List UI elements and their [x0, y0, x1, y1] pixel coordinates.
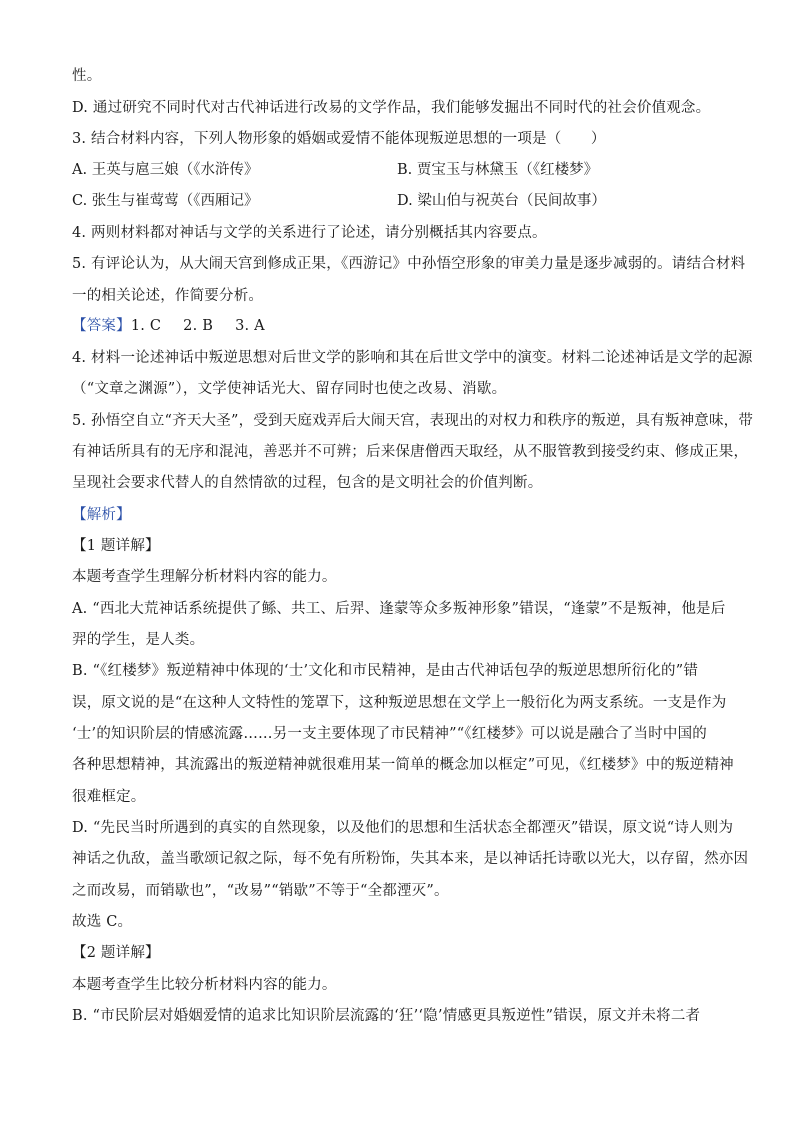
question-5-cont: 一的相关论述，作简要分析。 — [72, 288, 264, 304]
option-b: B. 贾宝玉与林黛玉（《红楼梦》 — [397, 162, 599, 178]
option-d-text: D. 通过研究不同时代对古代神话进行改易的文学作品，我们能够发掘出不同时代的社会价值观念。 — [72, 100, 711, 116]
text-line: 本题考查学生比较分析材料内容的能力。 — [72, 977, 337, 993]
answer-5-cont: 有神话所具有的无序和混沌，善恶并不可辨；后来保唐僧西天取经，从不服管教到接受约束、修成正果， — [72, 444, 749, 460]
answer-line — [72, 316, 732, 336]
analysis-label: 【解析】 — [72, 507, 131, 523]
text-line: ‘士’的知识阶层的情感流露……另一支主要体现了市民精神”“《红楼梦》可以说是融合了当时中国的 — [72, 726, 707, 742]
question-3: 3. 结合材料内容，下列人物形象的婚姻或爱情不能体现叛逆思想的一项是（ ） — [72, 131, 606, 147]
question-4: 4. 两则材料都对神话与文学的关系进行了论述，请分别概括其内容要点。 — [72, 225, 547, 241]
q1-detail-label: 【1 题详解】 — [72, 538, 160, 554]
question-5: 5. 有评论认为，从大闹天宫到修成正果，《西游记》中孙悟空形象的审美力量是逐步减弱的。请结合材料 — [72, 256, 746, 272]
text-line: B. “《红楼梦》叛逆精神中体现的‘士’文化和市民精神，是由古代神话包孕的叛逆思想所衍化的”错 — [72, 663, 699, 679]
text-line: 性。 — [72, 68, 102, 84]
answer-4-cont: （“文章之渊源”），文学使神话光大、留存同时也使之改易、消歇。 — [72, 381, 507, 397]
text-line: B. “市民阶层对婚姻爱情的追求比知识阶层流露的‘狂’‘隐’情感更具叛逆性”错误，原文并未将二者 — [72, 1008, 701, 1024]
option-d: D. 梁山伯与祝英台（民间故事） — [397, 193, 606, 209]
option-a: A. 王英与扈三娘（《水浒传》 — [72, 162, 259, 178]
text-line: A. “西北大荒神话系统提供了鲧、共工、后羿、逢蒙等众多叛神形象”错误，“逢蒙”不是叛神，他是后 — [72, 601, 726, 617]
text-line: 误，原文说的是“在这种人文特性的笼罩下，这种叛逆思想在文学上一般衍化为两支系统。一支是作为 — [72, 695, 727, 711]
answer-label: 【答案】 — [72, 318, 131, 334]
text-line: 各种思想精神，其流露出的叛逆精神就很难用某一简单的概念加以框定”可见，《红楼梦》中的叛逆精神 — [72, 757, 734, 773]
text-line: 很难框定。 — [72, 789, 146, 805]
answer-item: 3. A — [235, 318, 265, 334]
answer-item: 2. B — [183, 318, 214, 334]
text-line: 羿的学生，是人类。 — [72, 632, 205, 648]
text-line: 本题考查学生理解分析材料内容的能力。 — [72, 569, 337, 585]
answer-item: 1. C — [130, 318, 162, 334]
text-line: 神话之仇敌，盖当歌颂记叙之际，每不免有所粉饰，失其本来，是以神话托诗歌以光大，以存留，然亦因 — [72, 851, 749, 867]
answer-5: 5. 孙悟空自立“齐天大圣”，受到天庭戏弄后大闹天宫，表现出的对权力和秩序的叛逆，具有叛神意味，带 — [72, 413, 754, 429]
text-line: D. “先民当时所遇到的真实的自然现象，以及他们的思想和生活状态全都湮灭”错误，原文说“诗人则为 — [72, 820, 734, 836]
q2-detail-label: 【2 题详解】 — [72, 945, 160, 961]
text-line: 之而改易，而销歇也”，“改易”“销歇”不等于“全都湮灭”。 — [72, 883, 449, 899]
answer-4: 4. 材料一论述神话中叛逆思想对后世文学的影响和其在后世文学中的演变。材料二论述神话是文学的起源 — [72, 350, 753, 366]
answer-5-cont: 呈现社会要求代替人的自然情欲的过程，包含的是文明社会的价值判断。 — [72, 475, 543, 491]
text-line: 故选 C。 — [72, 914, 133, 930]
option-c: C. 张生与崔莺莺（《西厢记》 — [72, 193, 259, 209]
